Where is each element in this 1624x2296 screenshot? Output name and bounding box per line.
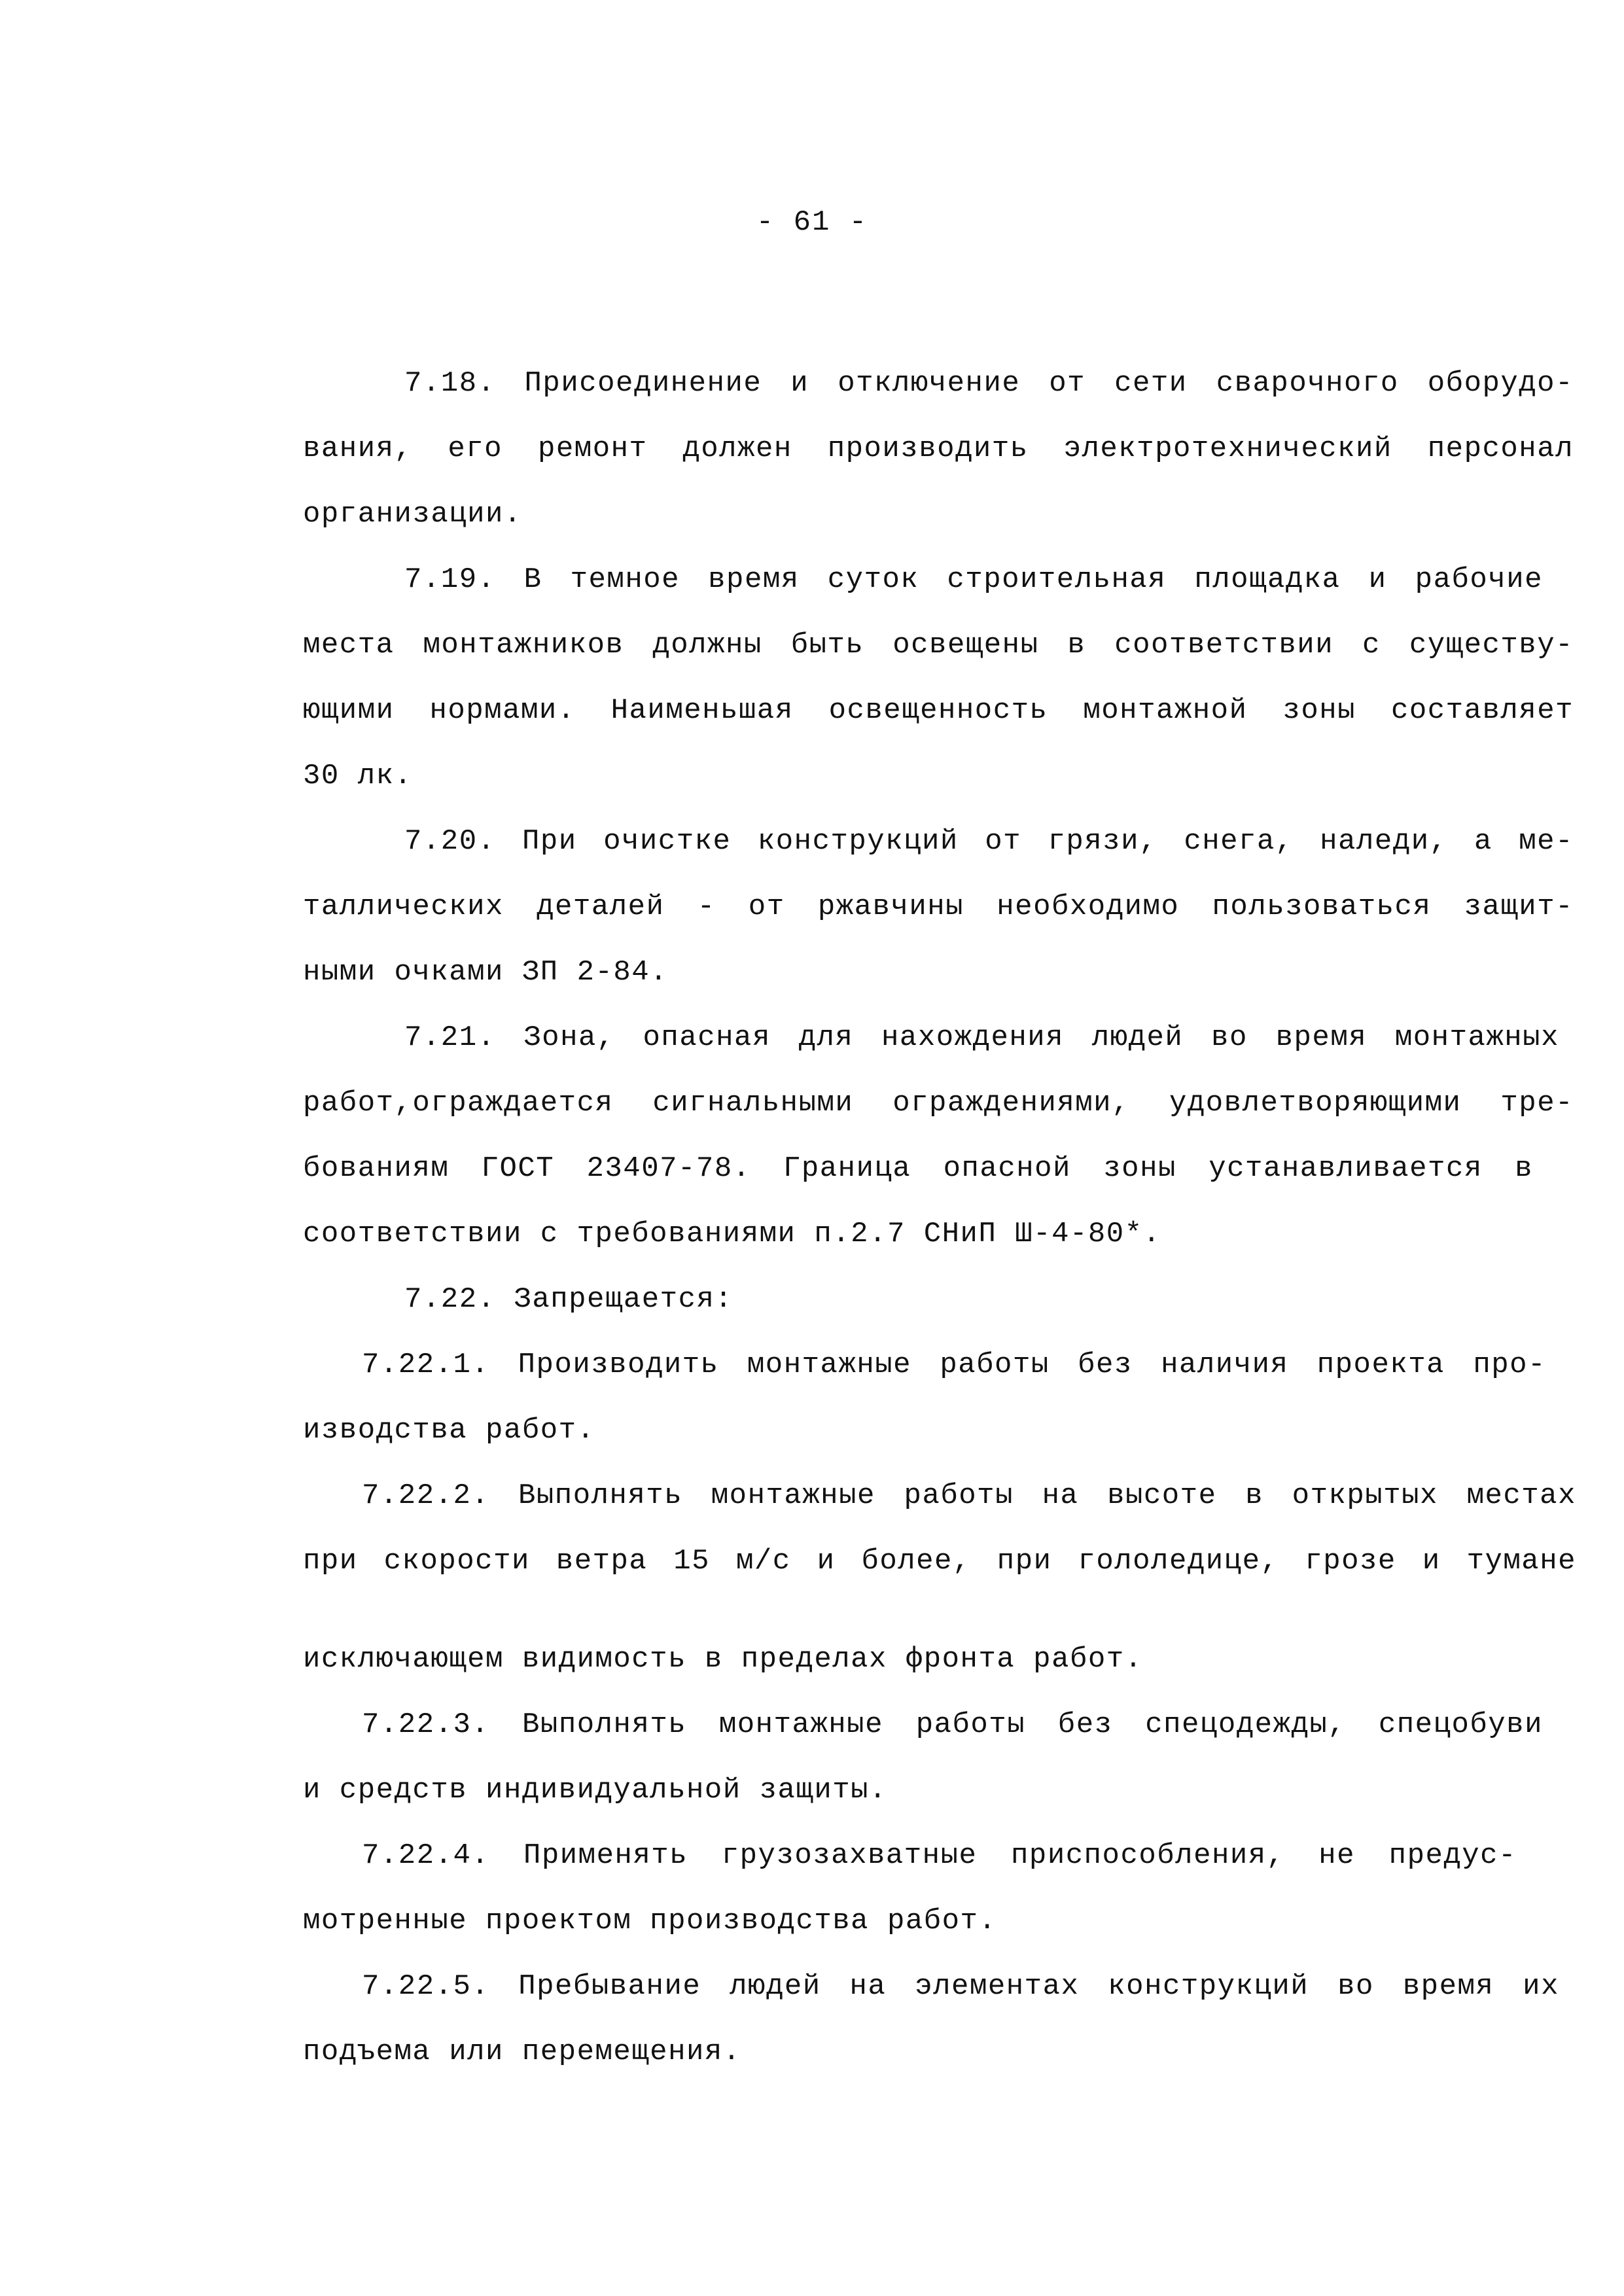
- text-line: организации.: [303, 498, 522, 531]
- text-line: ными очками ЗП 2-84.: [303, 956, 669, 989]
- text-line: 7.18. Присоединение и отключение от сети сварочного оборудо-: [404, 367, 1574, 400]
- text-line: бованиям ГОСТ 23407-78. Граница опасной зоны устанавливается в: [303, 1152, 1533, 1185]
- text-line: ющими нормами. Наименьшая освещенность монтажной зоны составляет: [303, 694, 1574, 727]
- text-line: 7.22. Запрещается:: [404, 1283, 733, 1316]
- text-line: 7.22.2. Выполнять монтажные работы на высоте в открытых местах: [362, 1479, 1576, 1512]
- text-line: 30 лк.: [303, 760, 413, 792]
- text-line: места монтажников должны быть освещены в соответствии с существу-: [303, 629, 1574, 662]
- text-line: работ,ограждается сигнальными ограждениями, удовлетворяющими тре-: [303, 1087, 1574, 1120]
- text-line: при скорости ветра 15 м/с и более, при гололедице, грозе и тумане: [303, 1545, 1576, 1578]
- text-line: исключающем видимость в пределах фронта работ.: [303, 1643, 1143, 1676]
- text-line: 7.20. При очистке конструкций от грязи, снега, наледи, а ме-: [404, 825, 1574, 858]
- text-line: 7.22.4. Применять грузозахватные приспособления, не предус-: [362, 1839, 1517, 1872]
- text-line: изводства работ.: [303, 1414, 595, 1447]
- text-line: 7.21. Зона, опасная для нахождения людей во время монтажных: [404, 1021, 1559, 1054]
- text-line: вания, его ремонт должен производить электротехнический персонал: [303, 433, 1574, 465]
- text-line: мотренные проектом производства работ.: [303, 1905, 997, 1937]
- text-line: 7.22.5. Пребывание людей на элементах конструкций во время их: [362, 1970, 1559, 2003]
- text-line: и средств индивидуальной защиты.: [303, 1774, 887, 1807]
- text-line: таллических деталей - от ржавчины необходимо пользоваться защит-: [303, 891, 1574, 923]
- text-line: 7.22.3. Выполнять монтажные работы без спецодежды, спецобуви: [362, 1708, 1543, 1741]
- page-number: - 61 -: [756, 206, 868, 239]
- text-line: подъема или перемещения.: [303, 2036, 741, 2068]
- text-line: 7.19. В темное время суток строительная площадка и рабочие: [404, 563, 1543, 596]
- text-line: 7.22.1. Производить монтажные работы без наличия проекта про-: [362, 1349, 1546, 1381]
- text-line: соответствии с требованиями п.2.7 СНиП Ш-4-80*.: [303, 1218, 1161, 1250]
